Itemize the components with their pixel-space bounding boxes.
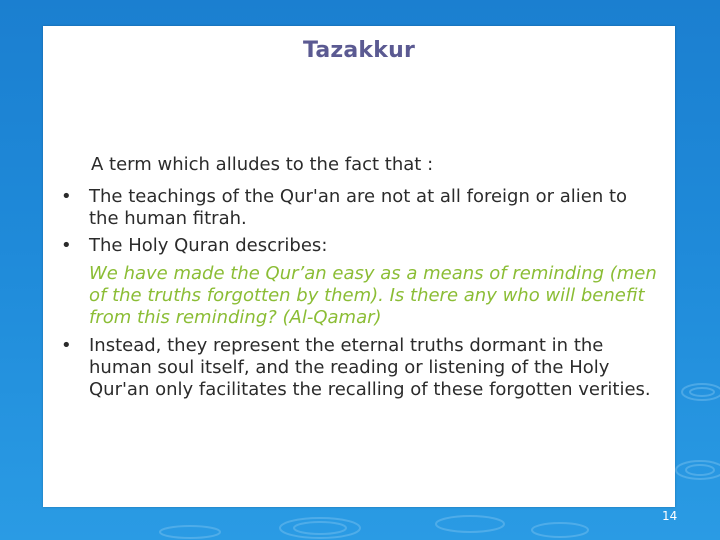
bullet-item [57,335,657,401]
bullet-item [57,186,657,230]
slide-title: Tazakkur [302,38,416,63]
bullet-text: The Holy Quran describes: [89,235,328,256]
bullet-item [57,235,657,257]
intro-line: A term which alludes to the fact that : [91,154,434,175]
slide-number: 14 [662,509,678,523]
bullet-marker: • [61,335,72,356]
quran-quote: We have made the Qur’an easy as a means of reminding (men of the truths forgotten by them). Is there any who will benefit from this reminding? (Al-Qamar) [89,263,657,328]
bullet-marker: • [61,235,72,256]
bullet-text: The teachings of the Qur'an are not at all foreign or alien to the human fitrah. [89,186,628,229]
slide-content-panel [43,26,675,507]
bullet-text: Instead, they represent the eternal truths dormant in the human soul itself, and the reading or listening of the Holy Qur'an only facilitates the recalling of these forgotten verities. [89,335,651,400]
bullet-list [57,186,657,401]
bullet-marker: • [61,186,72,207]
